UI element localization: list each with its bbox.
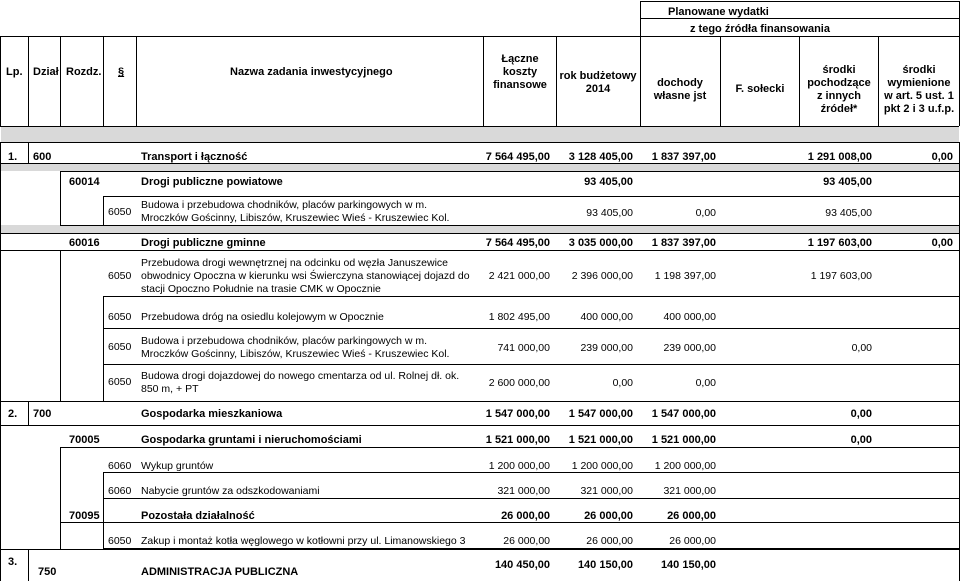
grid-line [640,1,959,2]
row14-laczne: 26 000,00 [503,535,550,547]
row6-dochody: 400 000,00 [663,311,716,323]
row13-rozdz: 70095 [69,510,100,522]
grid-line [103,364,959,365]
grid-line [136,36,137,126]
grid-line [103,498,959,499]
row1-srodki: 1 291 008,00 [807,151,872,163]
row8-name-line2: 850 m, + PT [141,383,199,395]
row10-rok: 1 521 000,00 [568,434,633,446]
header-nazwa: Nazwa zadania inwestycyjnego [230,66,393,78]
row8-dochody: 0,00 [695,377,716,389]
header-paragraph: § [118,66,125,78]
header-srodki-wymienione-4: pkt 2 i 3 u.f.p. [883,103,955,115]
row15-laczne: 140 450,00 [494,559,550,571]
grid-line [0,142,1,581]
row7-paragraf: 6050 [108,341,132,353]
row12-name: Nabycie gruntów za odszkodowaniami [141,485,320,497]
row5-paragraf: 6050 [108,270,132,282]
row4-laczne: 7 564 495,00 [485,237,550,249]
row13-dochody: 26 000,00 [667,510,716,522]
row5-name-line3: stacji Opoczno Południe na trasie CMK w Opocznie [141,283,381,295]
row11-paragraf: 6060 [108,460,132,472]
row8-name-line1: Budowa drogi dojazdowej do nowego cmentarza od ul. Rolnej dł. ok. [141,370,460,382]
header-srodki-pochodzace-2: pochodzące [807,77,871,89]
row2-rozdz: 60014 [69,176,100,188]
row1-name: Transport i łączność [141,151,248,163]
row9-srodki: 0,00 [850,408,872,420]
grid-line [103,548,959,549]
row8-paragraf: 6050 [108,376,132,388]
row2-rok: 93 405,00 [584,176,633,188]
row5-srodki: 1 197 603,00 [810,270,872,282]
row1-lp: 1. [8,151,18,163]
row3-rok: 93 405,00 [586,207,633,219]
row12-rok: 321 000,00 [580,485,633,497]
row9-laczne: 1 547 000,00 [485,408,550,420]
grid-line [60,447,61,549]
header-rozdz: Rozdz. [66,66,102,78]
row15-rok: 140 150,00 [577,559,633,571]
grid-line [28,142,29,163]
header-dochody-1: dochody [657,77,703,89]
row12-dochody: 321 000,00 [663,485,716,497]
row7-dochody: 239 000,00 [663,342,716,354]
row13-laczne: 26 000,00 [501,510,550,522]
header-srodki-wymienione-1: środki [902,64,936,76]
row12-laczne: 321 000,00 [497,485,550,497]
row11-laczne: 1 200 000,00 [488,460,550,472]
grid-line [0,36,1,126]
header-srodki-pochodzace-1: środki [822,64,856,76]
row12-paragraf: 6060 [108,485,132,497]
header-dzial: Dział [33,66,59,78]
separator-band [1,126,959,142]
row3-name-line1: Budowa i przebudowa chodników, placów parkingowych w m. [141,199,427,211]
row1-dzial: 600 [33,151,52,163]
row5-laczne: 2 421 000,00 [488,270,550,282]
row10-rozdz: 70005 [69,434,100,446]
header-dochody-2: własne jst [653,90,707,102]
separator-band [1,225,959,233]
row7-name-line2: Mroczków Gościnny, Libiszów, Kruszewiec Wieś - Kruszewiec Kol. [141,348,450,360]
row4-rok: 3 035 000,00 [568,237,633,249]
row5-name-line2: obwodnicy Opoczna w kierunku wsi Świerczyna stanowiącej dojazd do [141,270,470,282]
row15-lp: 3. [8,556,18,568]
header-planowane: Planowane wydatki [668,6,769,18]
row10-dochody: 1 521 000,00 [651,434,716,446]
header-lp: Lp. [6,66,23,78]
row9-dzial: 700 [33,408,52,420]
row8-laczne: 2 600 000,00 [488,377,550,389]
grid-line [60,171,61,225]
grid-line [0,401,959,402]
row5-dochody: 1 198 397,00 [654,270,716,282]
grid-line [720,36,721,126]
row7-srodki: 0,00 [851,342,872,354]
row15-dochody: 140 150,00 [660,559,716,571]
grid-line [0,250,959,251]
row2-srodki: 93 405,00 [823,176,872,188]
row4-wymienione: 0,00 [931,237,953,249]
row9-lp: 2. [8,408,18,420]
row1-rok: 3 128 405,00 [568,151,633,163]
row4-rozdz: 60016 [69,237,100,249]
row6-rok: 400 000,00 [580,311,633,323]
row14-dochody: 26 000,00 [669,535,716,547]
row2-name: Drogi publiczne powiatowe [141,176,283,188]
row7-name-line1: Budowa i przebudowa chodników, placów parkingowych w m. [141,335,427,347]
header-f-solecki: F. sołecki [735,83,785,95]
row6-paragraf: 6050 [108,311,132,323]
row3-srodki: 93 405,00 [825,207,872,219]
row5-name-line1: Przebudowa drogi wewnętrznej na odcinku od węzła Januszewice [141,257,449,269]
row6-laczne: 1 802 495,00 [488,311,550,323]
header-z-tego-zrodla: z tego źródła finansowania [690,23,830,35]
grid-line [0,36,959,37]
row1-wymienione: 0,00 [931,151,953,163]
grid-line [103,296,104,401]
grid-line [103,328,959,329]
grid-line [103,196,959,197]
grid-line [28,36,29,126]
grid-line [60,36,61,126]
grid-line [0,233,959,234]
row15-dzial: 750 [38,566,57,578]
grid-line [60,225,959,226]
grid-line [60,171,959,172]
header-laczne-1: Łączne [501,53,539,65]
row9-name: Gospodarka mieszkaniowa [141,408,283,420]
row3-dochody: 0,00 [695,207,716,219]
row14-paragraf: 6050 [108,535,132,547]
row6-name: Przebudowa dróg na osiedlu kolejowym w Opocznie [141,311,384,323]
row7-laczne: 741 000,00 [497,342,550,354]
row11-name: Wykup gruntów [141,460,214,472]
grid-line [60,250,61,401]
row10-laczne: 1 521 000,00 [485,434,550,446]
row13-rok: 26 000,00 [584,510,633,522]
grid-line [60,447,959,448]
grid-line [28,401,29,425]
header-rok-1: rok budżetowy [559,70,637,82]
row13-name: Pozostała działalność [141,510,255,522]
grid-line [0,142,959,143]
row10-name: Gospodarka gruntami i nieruchomościami [141,434,362,446]
row10-srodki: 0,00 [850,434,872,446]
row9-dochody: 1 547 000,00 [651,408,716,420]
row4-srodki: 1 197 603,00 [807,237,872,249]
header-laczne-3: finansowe [493,79,547,91]
row1-dochody: 1 837 397,00 [651,151,716,163]
grid-line [103,196,104,225]
row11-dochody: 1 200 000,00 [654,460,716,472]
row3-name-line2: Mroczków Gościnny, Libiszów, Kruszewiec Wieś - Kruszewiec Kol. [141,212,450,224]
row15-name: ADMINISTRACJA PUBLICZNA [141,566,299,578]
header-srodki-wymienione-2: wymienione [887,77,951,89]
header-srodki-pochodzace-3: z innych [816,90,861,102]
row5-rok: 2 396 000,00 [571,270,633,282]
grid-line [103,296,959,297]
row1-laczne: 7 564 495,00 [485,151,550,163]
row7-rok: 239 000,00 [580,342,633,354]
header-srodki-wymienione-3: w art. 5 ust. 1 [884,90,954,102]
grid-line [0,126,959,127]
grid-line [640,1,641,126]
separator-band [1,163,959,171]
grid-line [103,472,104,549]
header-rok-2: 2014 [585,83,611,95]
row11-rok: 1 200 000,00 [571,460,633,472]
grid-line [0,549,959,550]
grid-line [0,425,959,426]
row9-rok: 1 547 000,00 [568,408,633,420]
row4-dochody: 1 837 397,00 [651,237,716,249]
row3-paragraf: 6050 [108,206,132,218]
row4-name: Drogi publiczne gminne [141,237,266,249]
header-laczne-2: koszty [502,66,538,78]
row14-name: Zakup i montaż kotła węglowego w kotłowni przy ul. Limanowskiego 3 [141,535,466,547]
header-srodki-pochodzace-4: źródeł* [820,103,858,115]
row8-rok: 0,00 [612,377,633,389]
row14-rok: 26 000,00 [586,535,633,547]
grid-line [28,549,29,581]
grid-line [103,36,104,126]
